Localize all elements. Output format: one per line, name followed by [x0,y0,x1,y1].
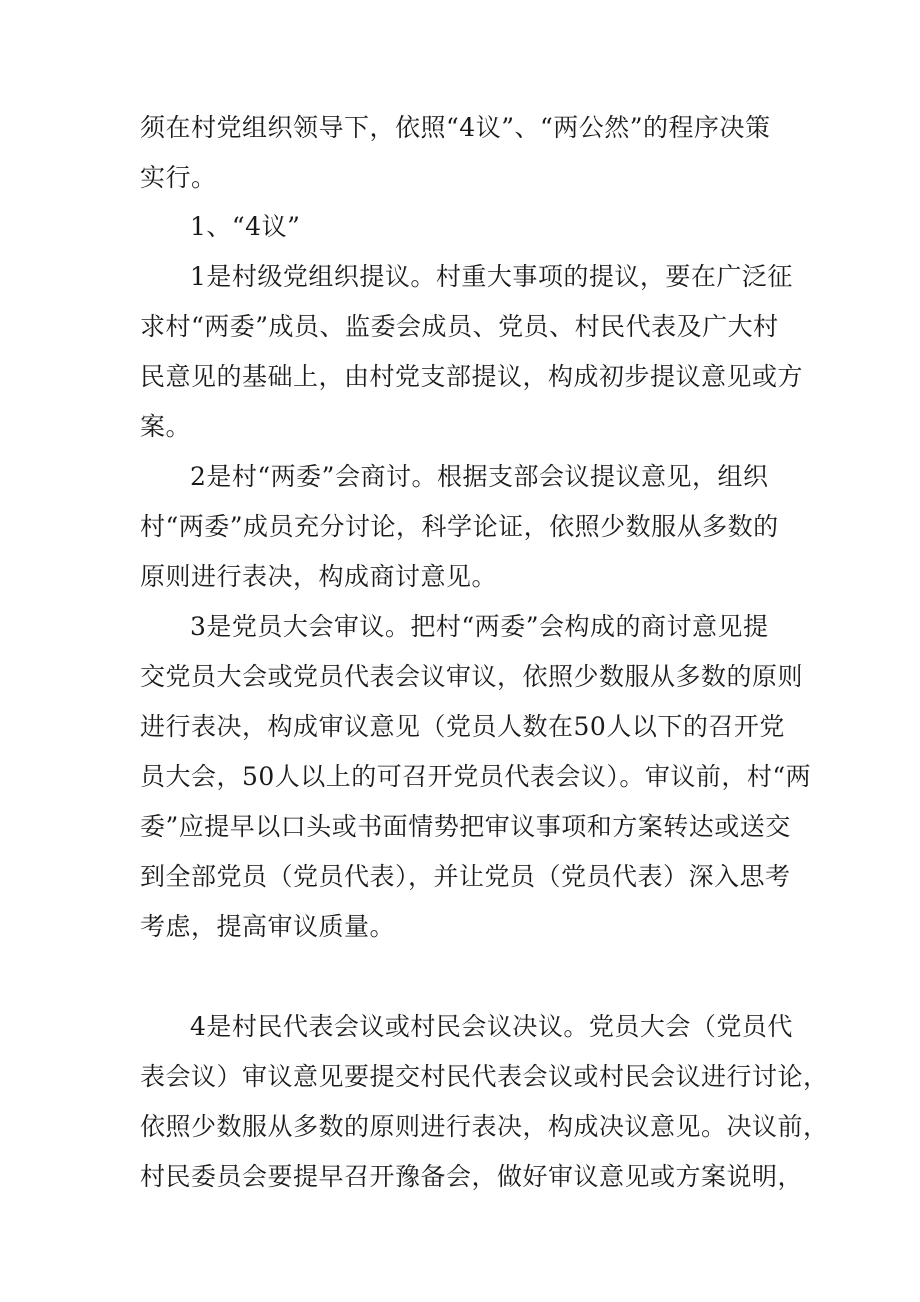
section-heading: 1、“4议” [190,212,301,241]
text-line: 村民委员会要提早召开豫备会，做好审议意见或方案说明， [140,1162,804,1191]
text-line: 2是村“两委”会商讨。根据支部会议提议意见，组织 [190,462,769,491]
text-line: 委”应提早以口头或书面情势把审议事项和方案转达或送交 [140,812,791,841]
text-line: 交党员大会或党员代表会议审议，依照少数服从多数的原则 [140,662,804,691]
text-line: 民意见的基础上，由村党支部提议，构成初步提议意见或方 [140,362,804,391]
text-line: 4是村民代表会议或村民会议决议。党员大会（党员代 [190,1012,793,1041]
text-line: 实行。 [140,163,217,192]
text-line: 求村“两委”成员、监委会成员、党员、村民代表及广大村 [140,312,779,341]
text-line: 1是村级党组织提议。村重大事项的提议，要在广泛征 [190,262,793,291]
text-line: 考虑，提高审议质量。 [140,912,396,941]
text-line: 员大会，50人以上的可召开党员代表会议）。审议前，村“两 [140,762,812,791]
text-line: 案。 [140,412,192,441]
text-line: 表会议）审议意见要提交村民代表会议或村民会议进行讨论， [140,1062,829,1091]
text-line: 进行表决，构成审议意见（党员人数在50人以下的召开党 [140,712,785,741]
text-line: 3是党员大会审议。把村“两委”会构成的商讨意见提 [190,612,769,641]
text-line: 原则进行表决，构成商讨意见。 [140,562,498,591]
text-line: 村“两委”成员充分讨论，科学论证，依照少数服从多数的 [140,512,779,541]
text-line: 须在村党组织领导下，依照“4议”、“两公然”的程序决策 [140,113,771,142]
text-line: 依照少数服从多数的原则进行表决，构成决议意见。决议前， [140,1112,829,1141]
text-line: 到全部党员（党员代表），并让党员（党员代表）深入思考 [140,862,791,891]
